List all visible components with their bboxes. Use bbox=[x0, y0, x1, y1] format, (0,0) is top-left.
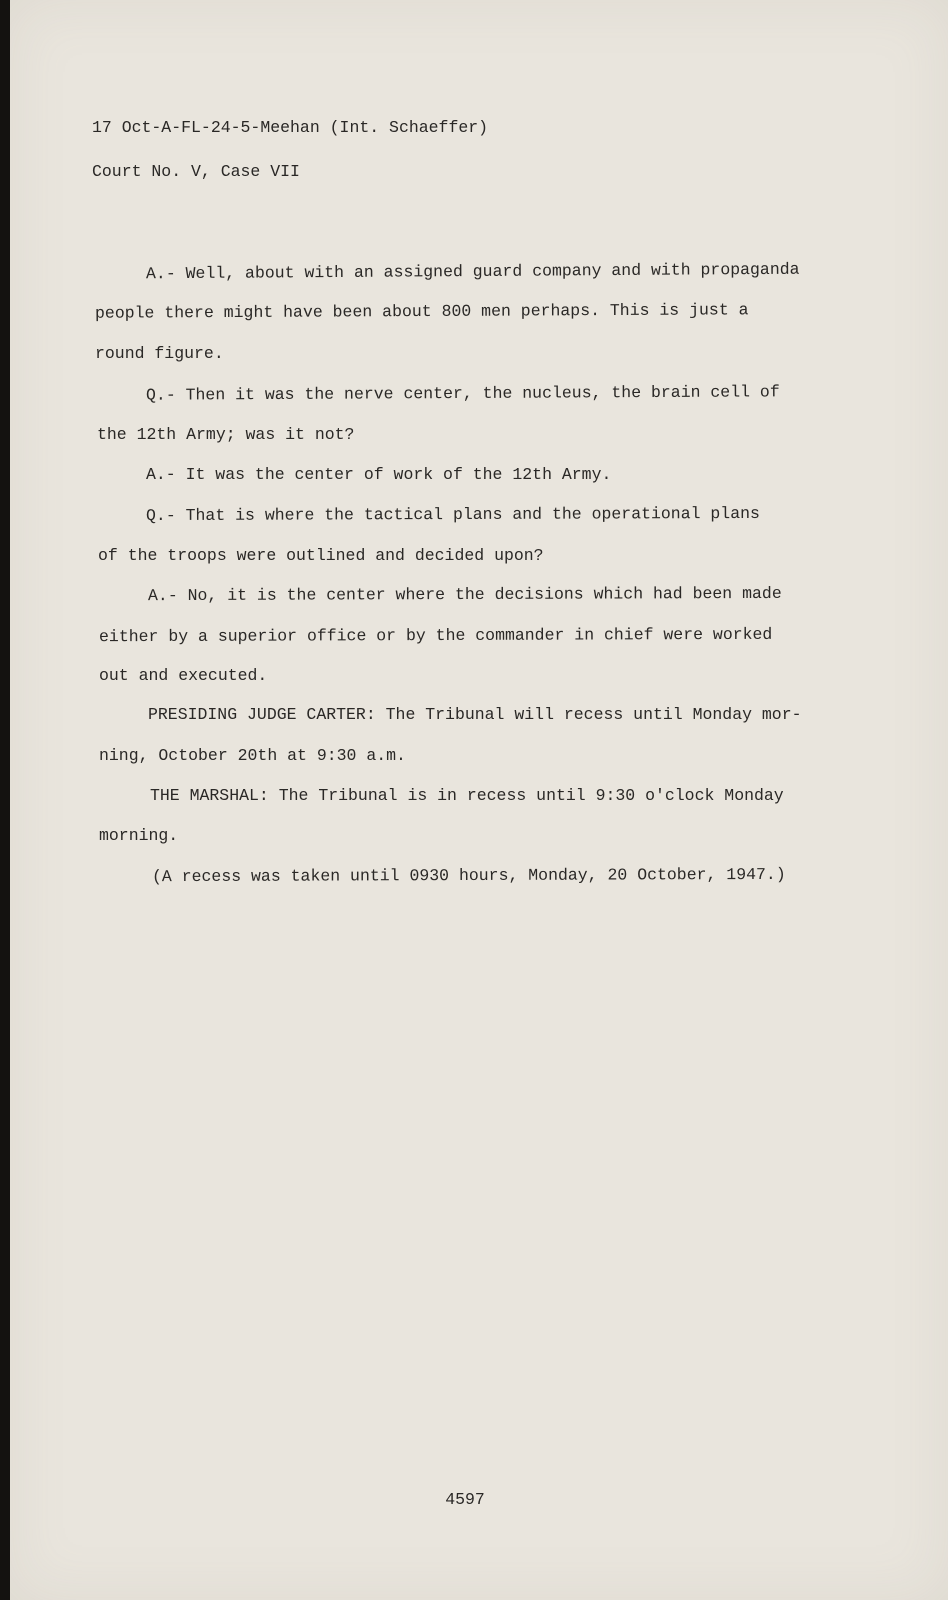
paragraph-answer-3-line-1: A.- No, it is the center where the decisions which had been made bbox=[147, 583, 782, 606]
paragraph-answer-3-line-2: either by a superior office or by the commander in chief were worked bbox=[98, 624, 773, 647]
header-session-line: 17 Oct-A-FL-24-5-Meehan (Int. Schaeffer) bbox=[92, 118, 489, 137]
paragraph-question-2-line-2: of the troops were outlined and decided upon? bbox=[98, 546, 544, 565]
paragraph-marshal-line-2: morning. bbox=[99, 826, 179, 845]
recess-note: (A recess was taken until 0930 hours, Monday, 20 October, 1947.) bbox=[151, 864, 786, 887]
paragraph-judge-line-1: PRESIDING JUDGE CARTER: The Tribunal will recess until Monday mor- bbox=[148, 705, 802, 724]
paragraph-judge-line-2: ning, October 20th at 9:30 a.m. bbox=[99, 746, 406, 765]
header-court-line: Court No. V, Case VII bbox=[92, 162, 300, 181]
paragraph-question-2-line-1: Q.- That is where the tactical plans and the operational plans bbox=[145, 503, 760, 526]
paragraph-question-1-line-2: the 12th Army; was it not? bbox=[97, 425, 355, 444]
paragraph-answer-1-line-1: A.- Well, about with an assigned guard company and with propaganda bbox=[145, 259, 800, 284]
paragraph-answer-3-line-3: out and executed. bbox=[99, 666, 268, 685]
paragraph-answer-1-line-2: people there might have been about 800 men perhaps. This is just a bbox=[94, 300, 749, 323]
paragraph-marshal-line-1: THE MARSHAL: The Tribunal is in recess until 9:30 o'clock Monday bbox=[150, 786, 784, 805]
paragraph-answer-1-line-3: round figure. bbox=[95, 344, 224, 363]
paragraph-answer-2-line-1: A.- It was the center of work of the 12th Army. bbox=[146, 465, 612, 484]
page-number: 4597 bbox=[445, 1490, 485, 1509]
paragraph-question-1-line-1: Q.- Then it was the nerve center, the nucleus, the brain cell of bbox=[145, 382, 780, 405]
